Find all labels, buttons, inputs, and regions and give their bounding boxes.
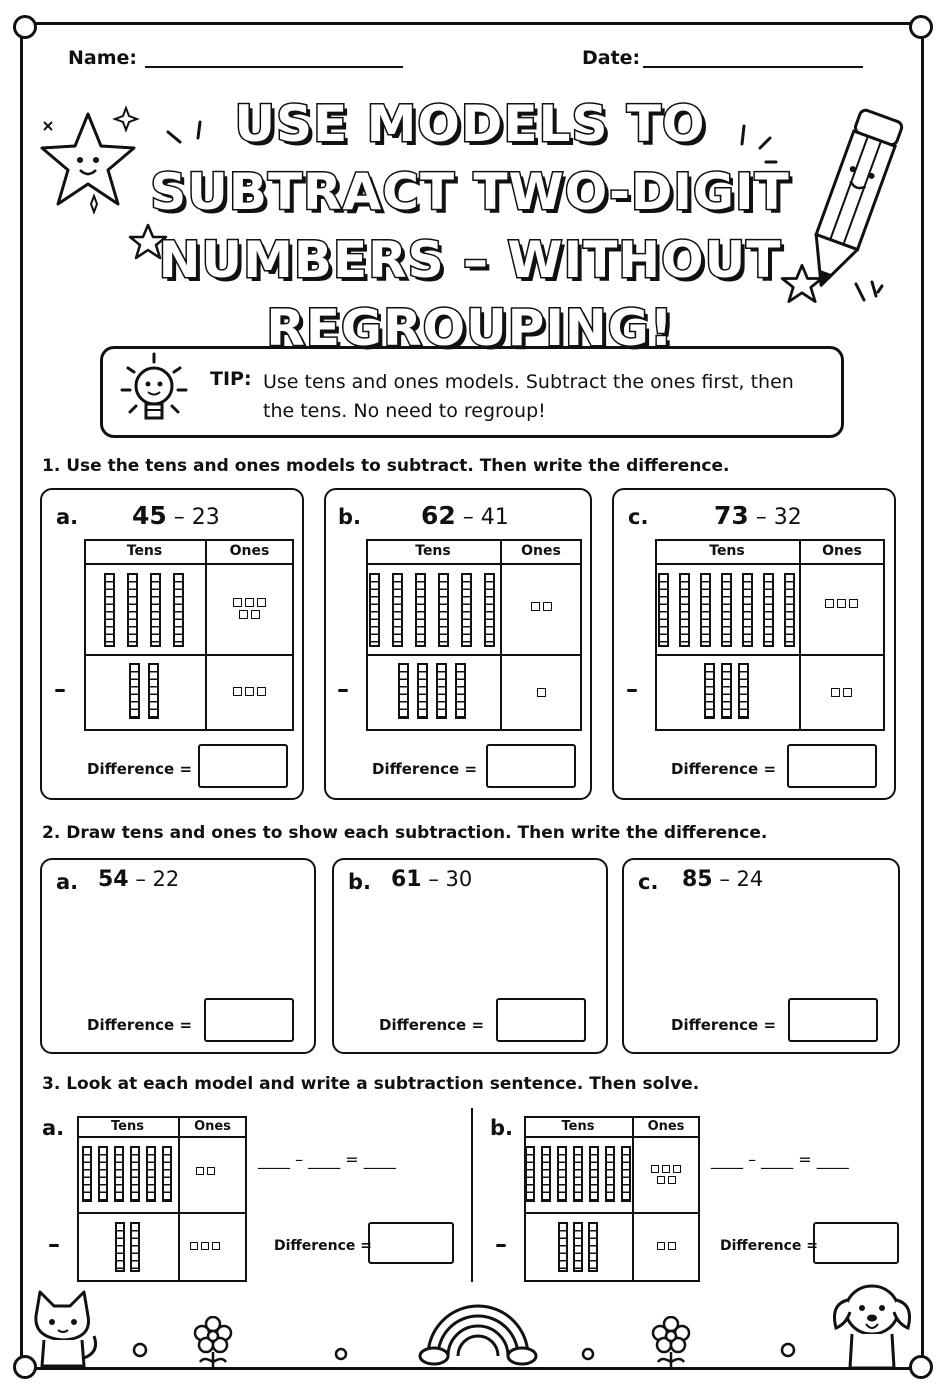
minus-sign: – [54,675,66,703]
ones-cube [673,1165,681,1173]
ones-cube [257,598,266,607]
subtraction-sentence-blanks[interactable]: ____ – ____ = ____ [711,1150,849,1169]
section3-instruction: 3. Look at each model and write a subtraction sentence. Then solve. [42,1074,700,1094]
tens-rod [114,1146,124,1202]
flower-icon [648,1316,694,1370]
ones-cube [190,1242,198,1250]
rainbow-icon [418,1296,538,1366]
difference-answer-box[interactable] [787,744,877,788]
tens-rod [438,573,449,647]
tens-rod [558,1222,568,1272]
sparkle-lines-icon [160,118,210,158]
circle-dot-icon [580,1346,596,1362]
tens-rod [700,573,711,647]
tens-rod [721,663,732,719]
tens-rod [392,573,403,647]
tens-rod [573,1222,583,1272]
tip-text: Use tens and ones models. Subtract the ones first, then the tens. No need to regroup! [263,371,794,422]
tens-rod [436,663,447,719]
tens-rod [605,1146,615,1202]
tens-rod [415,573,426,647]
problem-letter: a. [56,870,79,894]
problem-expression: 85 – 24 [682,867,764,892]
difference-answer-box[interactable] [198,744,288,788]
tens-rod [738,663,749,719]
ones-cube [251,610,260,619]
minus-sign: – [495,1230,507,1258]
tens-rod [162,1146,172,1202]
ones-cube [233,687,242,696]
problem-letter: c. [628,505,649,529]
ones-cube [843,688,852,697]
sparkle-lines-icon [730,118,790,178]
column-divider [471,1108,473,1282]
ones-cube [239,610,248,619]
tens-rod [784,573,795,647]
corner-curl-icon [909,15,933,39]
problem-expression: 62 – 41 [421,501,509,530]
tens-rod [763,573,774,647]
minus-sign: – [337,675,349,703]
ones-cube [543,602,552,611]
problem-expression: 45 – 23 [132,501,220,530]
tens-rod [557,1146,567,1202]
tens-header: Tens [709,543,745,559]
tens-header: Tens [126,543,163,559]
name-label: Name: [68,47,138,69]
problem-expression: 73 – 32 [714,501,802,530]
date-field[interactable] [643,66,863,68]
difference-label: Difference = [671,1016,777,1034]
tens-rod [173,573,184,647]
tens-rod [525,1146,535,1202]
tens-rod [573,1146,583,1202]
tip-label: TIP: [210,368,252,390]
tens-rod [104,573,115,647]
tens-rod [115,1222,125,1272]
tens-header: Tens [415,543,451,559]
ones-cube [825,599,834,608]
problem-letter: b. [338,505,362,529]
minus-sign: – [626,675,638,703]
ones-cube [233,598,242,607]
ones-cube [196,1167,204,1175]
tens-rod [129,663,140,719]
ones-cube [537,688,546,697]
ones-cube [212,1242,220,1250]
tens-rod [130,1222,140,1272]
tens-header: Tens [561,1119,595,1134]
corner-curl-icon [13,15,37,39]
circle-dot-icon [333,1346,349,1362]
tens-rod [455,663,466,719]
difference-label: Difference = [671,760,777,778]
ones-cube [837,599,846,608]
tens-rod [82,1146,92,1202]
tens-rod [679,573,690,647]
tens-rod [721,573,732,647]
ones-cube [245,687,254,696]
tens-rod [98,1146,108,1202]
ones-cube [668,1242,676,1250]
sparkle-lines-icon [850,278,890,308]
problem-letter: a. [42,1116,65,1140]
tens-rod [658,573,669,647]
page-title: USE MODELS TO SUBTRACT TWO-DIGIT NUMBERS – WITHOUT REGROUPING! [150,95,790,357]
minus-sign: – [48,1230,60,1258]
tens-header: Tens [111,1119,144,1134]
ones-cube [657,1242,665,1250]
small-star-icon [128,222,168,262]
tens-rod [398,663,409,719]
tens-rod [146,1146,156,1202]
name-field[interactable] [145,66,403,68]
ones-header: Ones [521,543,561,559]
tens-rod [621,1146,631,1202]
tens-rod [588,1222,598,1272]
ones-cube [668,1176,676,1184]
difference-answer-box[interactable] [788,998,878,1042]
difference-label: Difference = [720,1238,819,1254]
ones-cube [849,599,858,608]
problem-expression: 54 – 22 [98,867,180,892]
tens-rod [417,663,428,719]
problem-letter: a. [56,505,79,529]
ones-header: Ones [647,1119,685,1134]
difference-label: Difference = [379,1016,485,1034]
difference-answer-box[interactable] [496,998,586,1042]
ones-cube [831,688,840,697]
circle-dot-icon [130,1340,150,1360]
section2-instruction: 2. Draw tens and ones to show each subtraction. Then write the difference. [42,823,768,843]
difference-label: Difference = [87,1016,193,1034]
cat-icon [26,1286,102,1370]
ones-cube [662,1165,670,1173]
lightbulb-icon [118,350,190,434]
ones-cube [257,687,266,696]
tens-rod [130,1146,140,1202]
difference-label: Difference = [274,1238,373,1254]
tens-rod [461,573,472,647]
problem-letter: b. [490,1116,514,1140]
ones-cube [245,598,254,607]
ones-cube [207,1167,215,1175]
ones-header: Ones [194,1119,231,1134]
problem-letter: c. [638,870,659,894]
tens-rod [704,663,715,719]
dog-icon [826,1278,918,1370]
tens-rod [742,573,753,647]
ones-cube [201,1242,209,1250]
tens-rod [369,573,380,647]
tens-rod [150,573,161,647]
difference-label: Difference = [87,760,193,778]
tens-rod [589,1146,599,1202]
difference-answer-box[interactable] [368,1222,454,1264]
flower-icon [190,1316,236,1370]
difference-answer-box[interactable] [813,1222,899,1264]
ones-header: Ones [229,543,270,559]
tens-rod [541,1146,551,1202]
ones-cube [657,1176,665,1184]
difference-answer-box[interactable] [486,744,576,788]
subtraction-sentence-blanks[interactable]: ____ – ____ = ____ [258,1150,396,1169]
circle-dot-icon [778,1340,798,1360]
ones-cube [651,1165,659,1173]
date-label: Date: [582,47,641,69]
ones-cube [531,602,540,611]
problem-expression: 61 – 30 [391,867,473,892]
small-star-icon [780,262,824,306]
tens-ones-table [84,539,294,731]
difference-label: Difference = [372,760,478,778]
tens-rod [127,573,138,647]
section1-instruction: 1. Use the tens and ones models to subtract. Then write the difference. [42,456,730,476]
problem-letter: b. [348,870,372,894]
difference-answer-box[interactable] [204,998,294,1042]
ones-header: Ones [822,543,862,559]
tens-rod [484,573,495,647]
tens-rod [148,663,159,719]
